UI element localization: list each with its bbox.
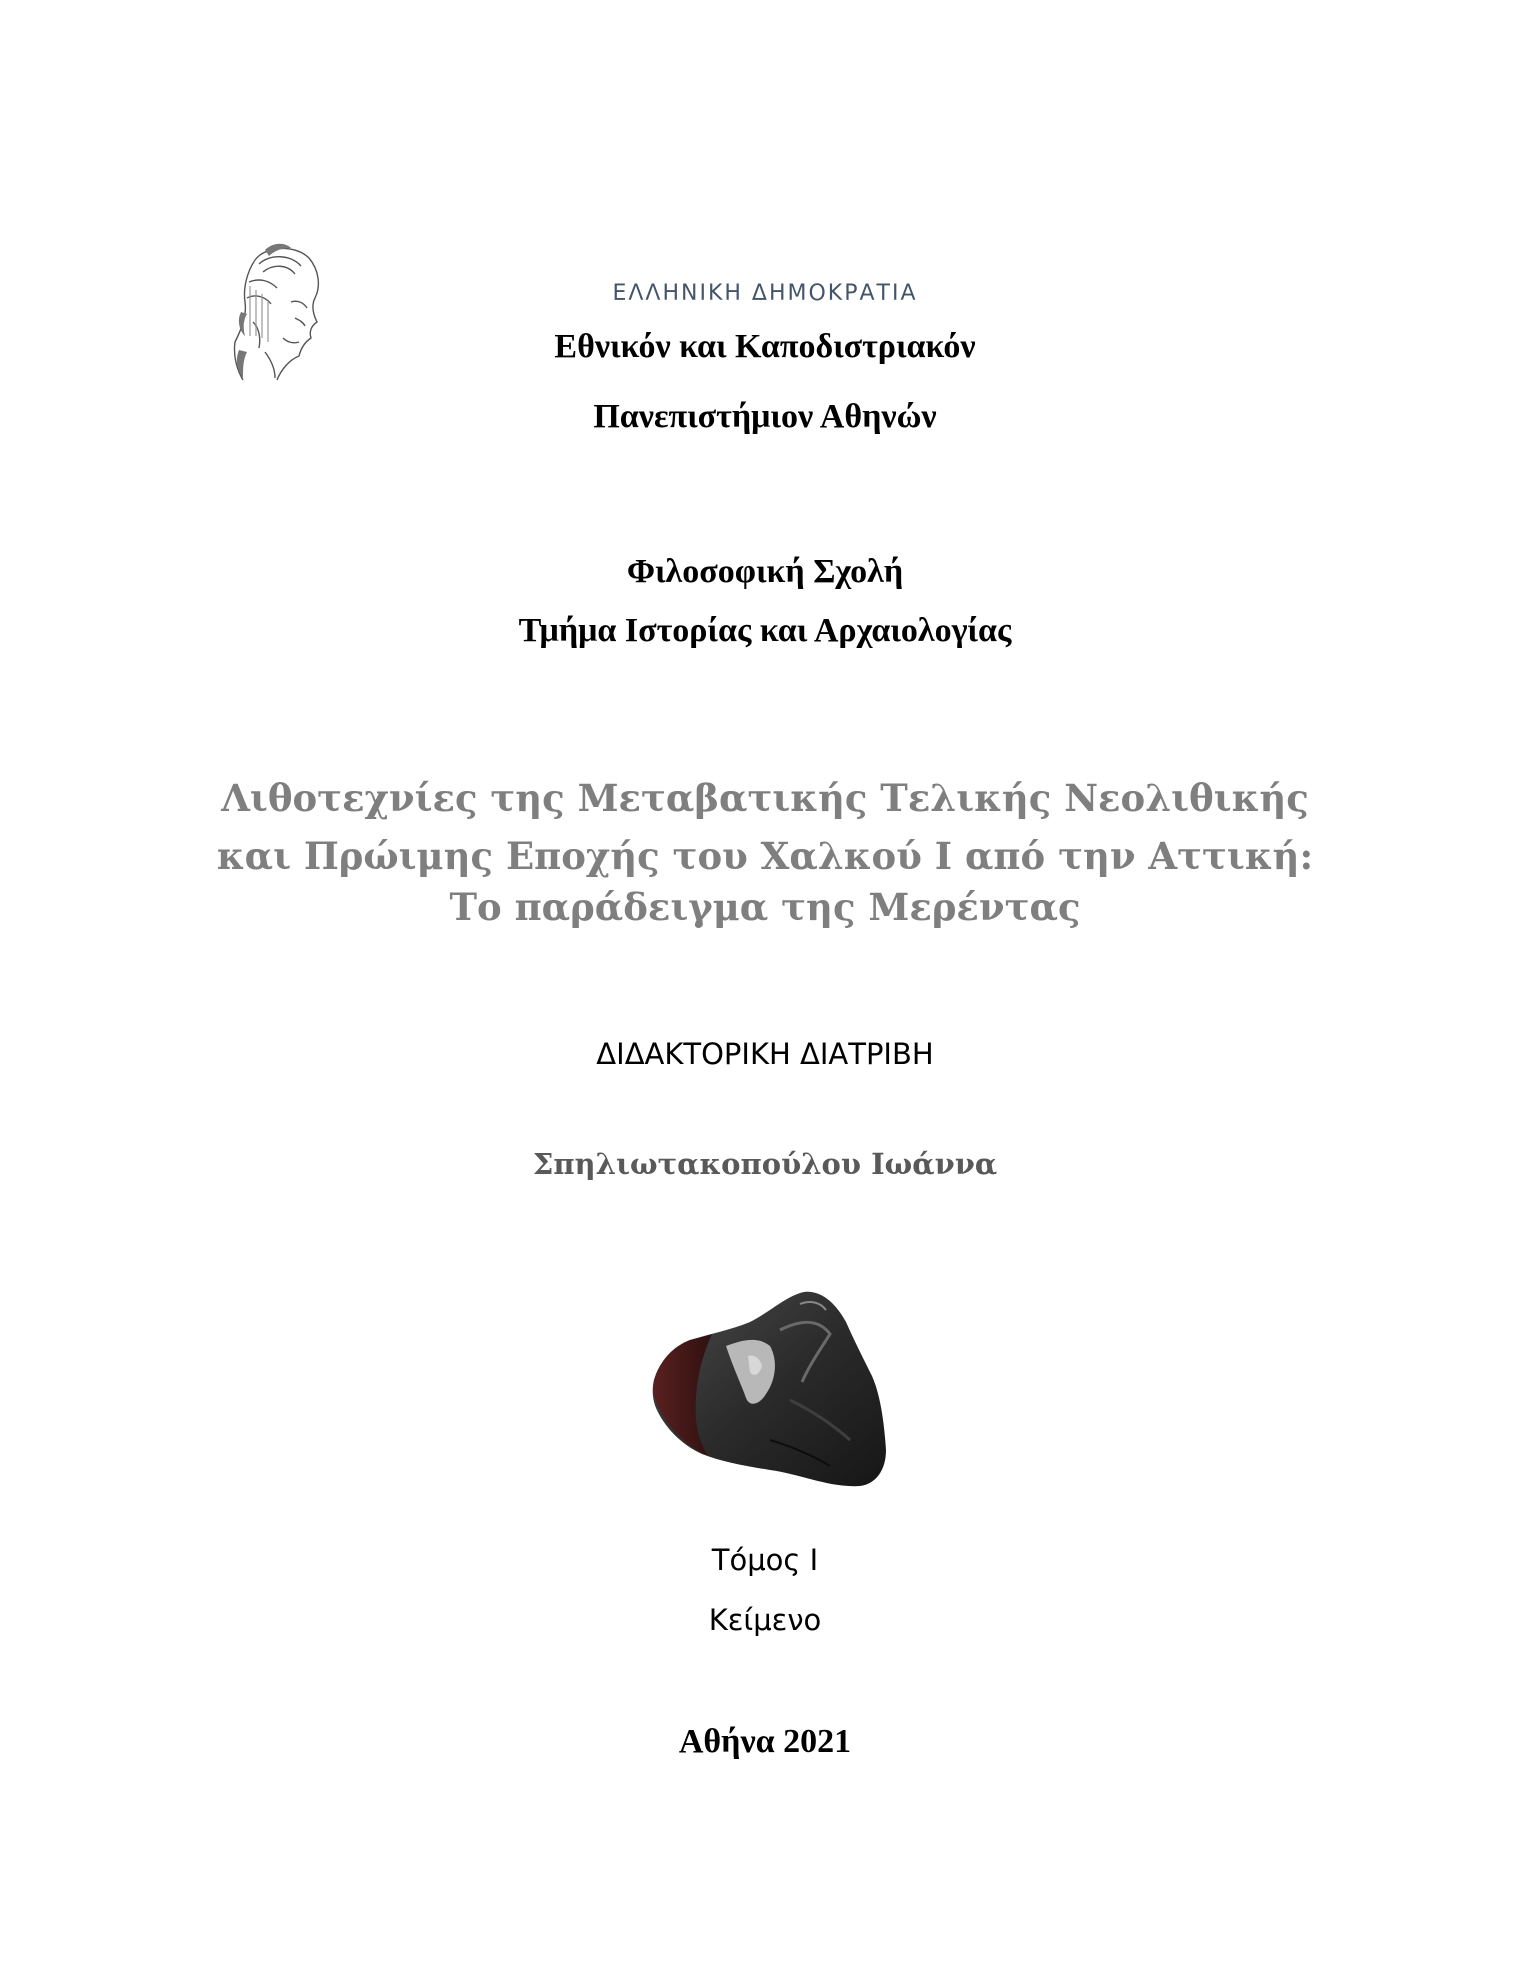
thesis-title-line2: και Πρώιμης Εποχής του Χαλκού Ι από την Αττική: [216, 834, 1314, 878]
place-and-year: Αθήνα 2021 [678, 1723, 852, 1760]
obsidian-artifact-image [650, 1290, 900, 1490]
thesis-title-line3: Το παράδειγμα της Μερέντας [449, 885, 1081, 929]
university-name-line2: Πανεπιστήμιον Αθηνών [593, 398, 937, 435]
school-name: Φιλοσοφική Σχολή [626, 553, 904, 590]
thesis-title-line1: Λιθοτεχνίες της Μεταβατικής Τελικής Νεολιθικής [221, 776, 1309, 820]
content-label: Κείμενο [708, 1603, 822, 1637]
author-name: Σπηλιωτακοπούλου Ιωάννα [532, 1147, 998, 1181]
department-name: Τμήμα Ιστορίας και Αρχαιολογίας [518, 612, 1012, 649]
university-name-line1: Εθνικόν και Καποδιστριακόν [554, 328, 976, 365]
republic-heading: ΕΛΛΗΝΙΚΗ ΔΗΜΟΚΡΑΤΙΑ [612, 281, 918, 306]
volume-label: Τόμος Ι [711, 1543, 819, 1577]
document-type: ΔΙΔΑΚΤΟΡΙΚΗ ΔΙΑΤΡΙΒΗ [596, 1037, 934, 1071]
